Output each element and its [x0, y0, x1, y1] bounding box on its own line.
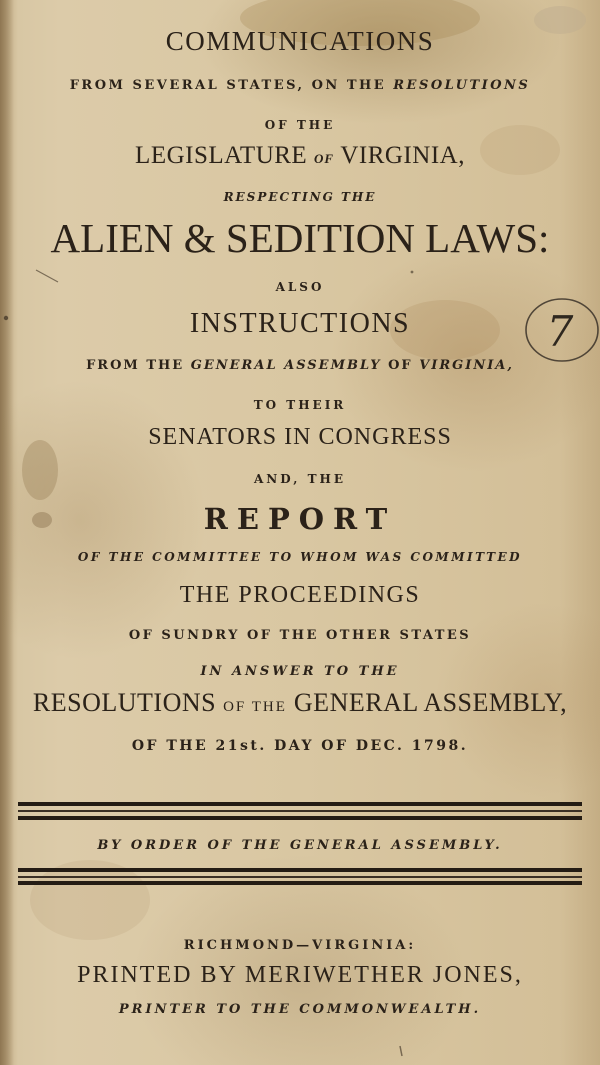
by-order-line: BY ORDER OF THE GENERAL ASSEMBLY. — [97, 838, 503, 853]
pencil-number: 7 — [546, 307, 574, 356]
alien-sedition-laws-heading: ALIEN & SEDITION LAWS: — [50, 215, 550, 261]
from-the-text: FROM THE — [86, 358, 185, 373]
sundry-states-line: OF SUNDRY OF THE OTHER STATES — [128, 628, 472, 643]
virginia-text: VIRGINIA, — [340, 142, 465, 169]
of-the-line: OF THE — [264, 118, 336, 132]
lower-rule-thick-2 — [18, 881, 582, 885]
resolutions-general-assembly-line — [0, 688, 600, 718]
general-assembly-italic: GENERAL ASSEMBLY — [190, 358, 382, 373]
of-the-text: OF THE — [223, 699, 287, 715]
printed-by-line: PRINTED BY MERIWETHER JONES, — [77, 962, 523, 988]
upper-rule-thin — [18, 810, 582, 812]
from-several-states-text: FROM SEVERAL STATES, ON THE — [69, 78, 387, 93]
richmond-virginia-line: RICHMOND—VIRGINIA: — [183, 938, 417, 953]
committee-line: OF THE COMMITTEE TO WHOM WAS COMMITTED — [77, 550, 523, 564]
resolutions-text: RESOLUTIONS — [32, 688, 217, 717]
senators-in-congress-heading: SENATORS IN CONGRESS — [148, 424, 452, 450]
resolutions-italic: RESOLUTIONS — [393, 78, 531, 93]
and-the-line: AND, THE — [253, 472, 347, 486]
lower-rule-thick-1 — [18, 868, 582, 872]
virginia-italic: VIRGINIA, — [419, 358, 514, 373]
upper-rule-thick-1 — [18, 802, 582, 806]
general-assembly-text: GENERAL ASSEMBLY, — [293, 688, 568, 717]
report-heading: REPORT — [203, 502, 397, 536]
upper-rule-thick-2 — [18, 816, 582, 820]
also-line: ALSO — [275, 280, 325, 294]
in-answer-line: IN ANSWER TO THE — [200, 664, 400, 679]
instructions-heading: INSTRUCTIONS — [189, 308, 411, 339]
of-text: OF — [313, 151, 335, 166]
lower-rule-thin — [18, 876, 582, 878]
of-text-2: OF — [388, 358, 413, 373]
to-their-line: TO THEIR — [253, 398, 347, 412]
from-several-states-line — [0, 78, 600, 93]
title-communications: COMMUNICATIONS — [165, 26, 435, 56]
legislature-text: LEGISLATURE — [135, 142, 308, 169]
from-general-assembly-line — [0, 358, 600, 373]
legislature-of-virginia-line — [0, 142, 600, 170]
respecting-the-line: RESPECTING THE — [223, 190, 377, 204]
the-proceedings-heading: THE PROCEEDINGS — [179, 582, 421, 608]
pencil-annotation — [520, 294, 600, 366]
date-line: OF THE 21st. DAY OF DEC. 1798. — [131, 738, 469, 754]
printer-to-commonwealth-line: PRINTER TO THE COMMONWEALTH. — [118, 1002, 482, 1017]
